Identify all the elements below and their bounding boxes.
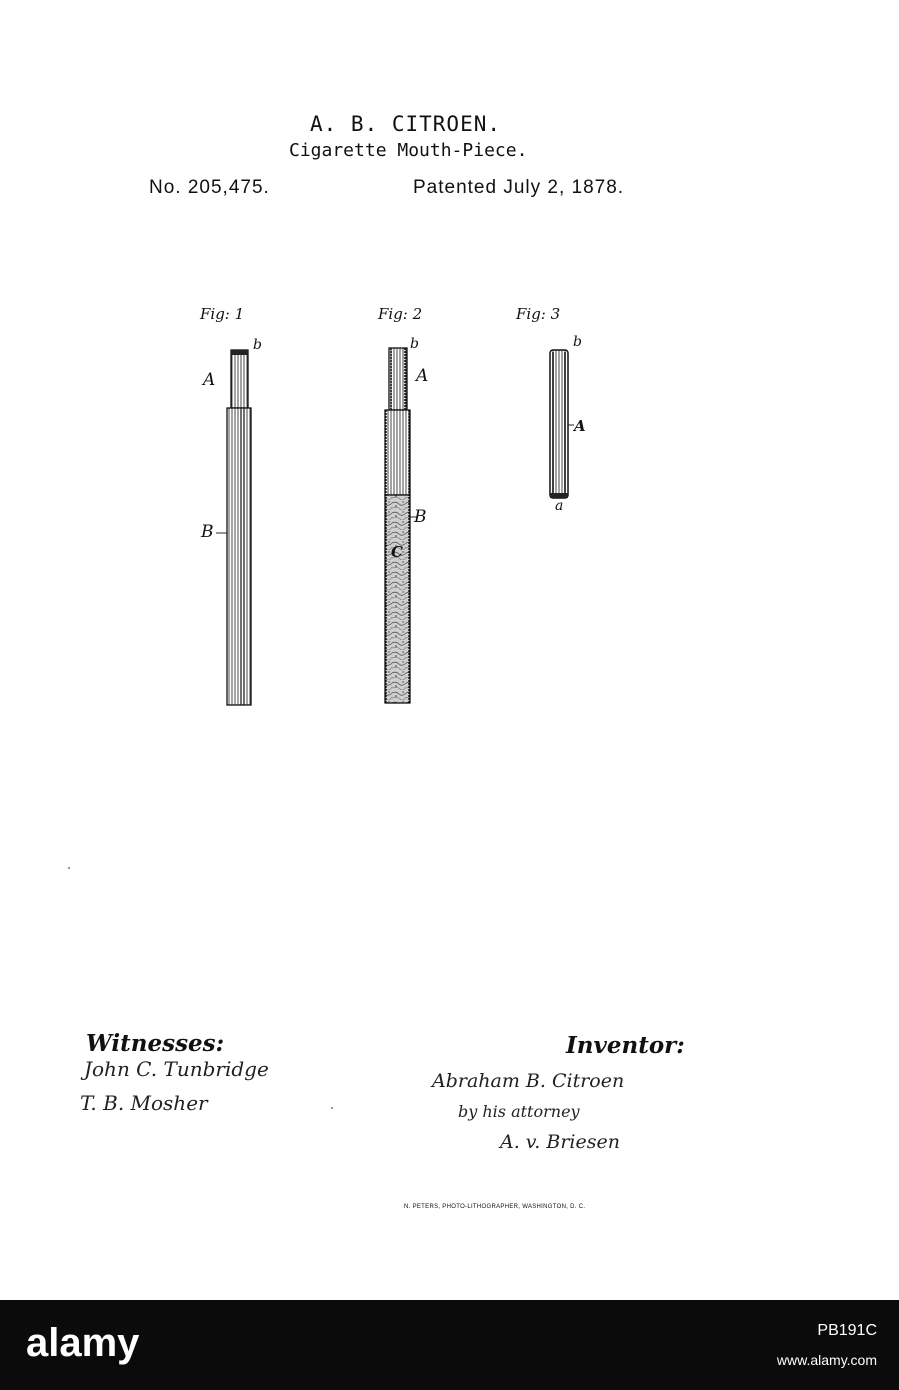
alamy-logo <box>20 1308 160 1382</box>
fig-1-part-b: b <box>253 337 262 353</box>
lithographer-imprint: N. PETERS, PHOTO-LITHOGRAPHER, WASHINGTON, D. C. <box>404 1204 586 1210</box>
fig-2-part-A: A <box>416 366 429 386</box>
fig-1-part-B: B <box>201 522 214 542</box>
attorney-signature: A. v. Briesen <box>500 1131 620 1153</box>
fig-2-part-C: C <box>391 543 403 561</box>
attorney-line: by his attorney <box>458 1102 580 1121</box>
alamy-logo-text: alamy <box>26 1321 140 1365</box>
alamy-logo-mark <box>20 1308 160 1382</box>
fig-2-part-B: B <box>414 507 427 527</box>
witnesses-heading: Witnesses: <box>86 1030 225 1057</box>
fig-3-label: Fig: 3 <box>516 305 561 323</box>
figure-3-drawing <box>550 350 568 498</box>
fig-2-label: Fig: 2 <box>378 305 423 323</box>
stock-url: www.alamy.com <box>776 1352 877 1368</box>
invention-title: Cigarette Mouth-Piece. <box>289 140 528 161</box>
patent-date: Patented July 2, 1878. <box>413 177 625 198</box>
inventor-signature: Abraham B. Citroen <box>432 1070 625 1092</box>
witness-2-signature: T. B. Mosher <box>80 1091 208 1115</box>
patent-number: No. 205,475. <box>149 177 270 198</box>
fig-3-part-b: b <box>573 334 582 350</box>
fig-3-part-a: a <box>555 498 564 514</box>
fig-1-label: Fig: 1 <box>200 305 245 323</box>
inventor-heading: Inventor: <box>566 1032 685 1059</box>
fig-3-part-A: A <box>574 417 586 435</box>
fig-1-part-A: A <box>203 370 216 390</box>
figure-2-drawing <box>385 348 410 703</box>
fig-2-part-b: b <box>410 336 419 352</box>
stock-image-id: PB191C <box>817 1322 877 1339</box>
figure-1-drawing <box>227 350 251 705</box>
inventor-name-heading: A. B. CITROEN. <box>310 112 502 136</box>
witness-1-signature: John C. Tunbridge <box>84 1057 269 1081</box>
